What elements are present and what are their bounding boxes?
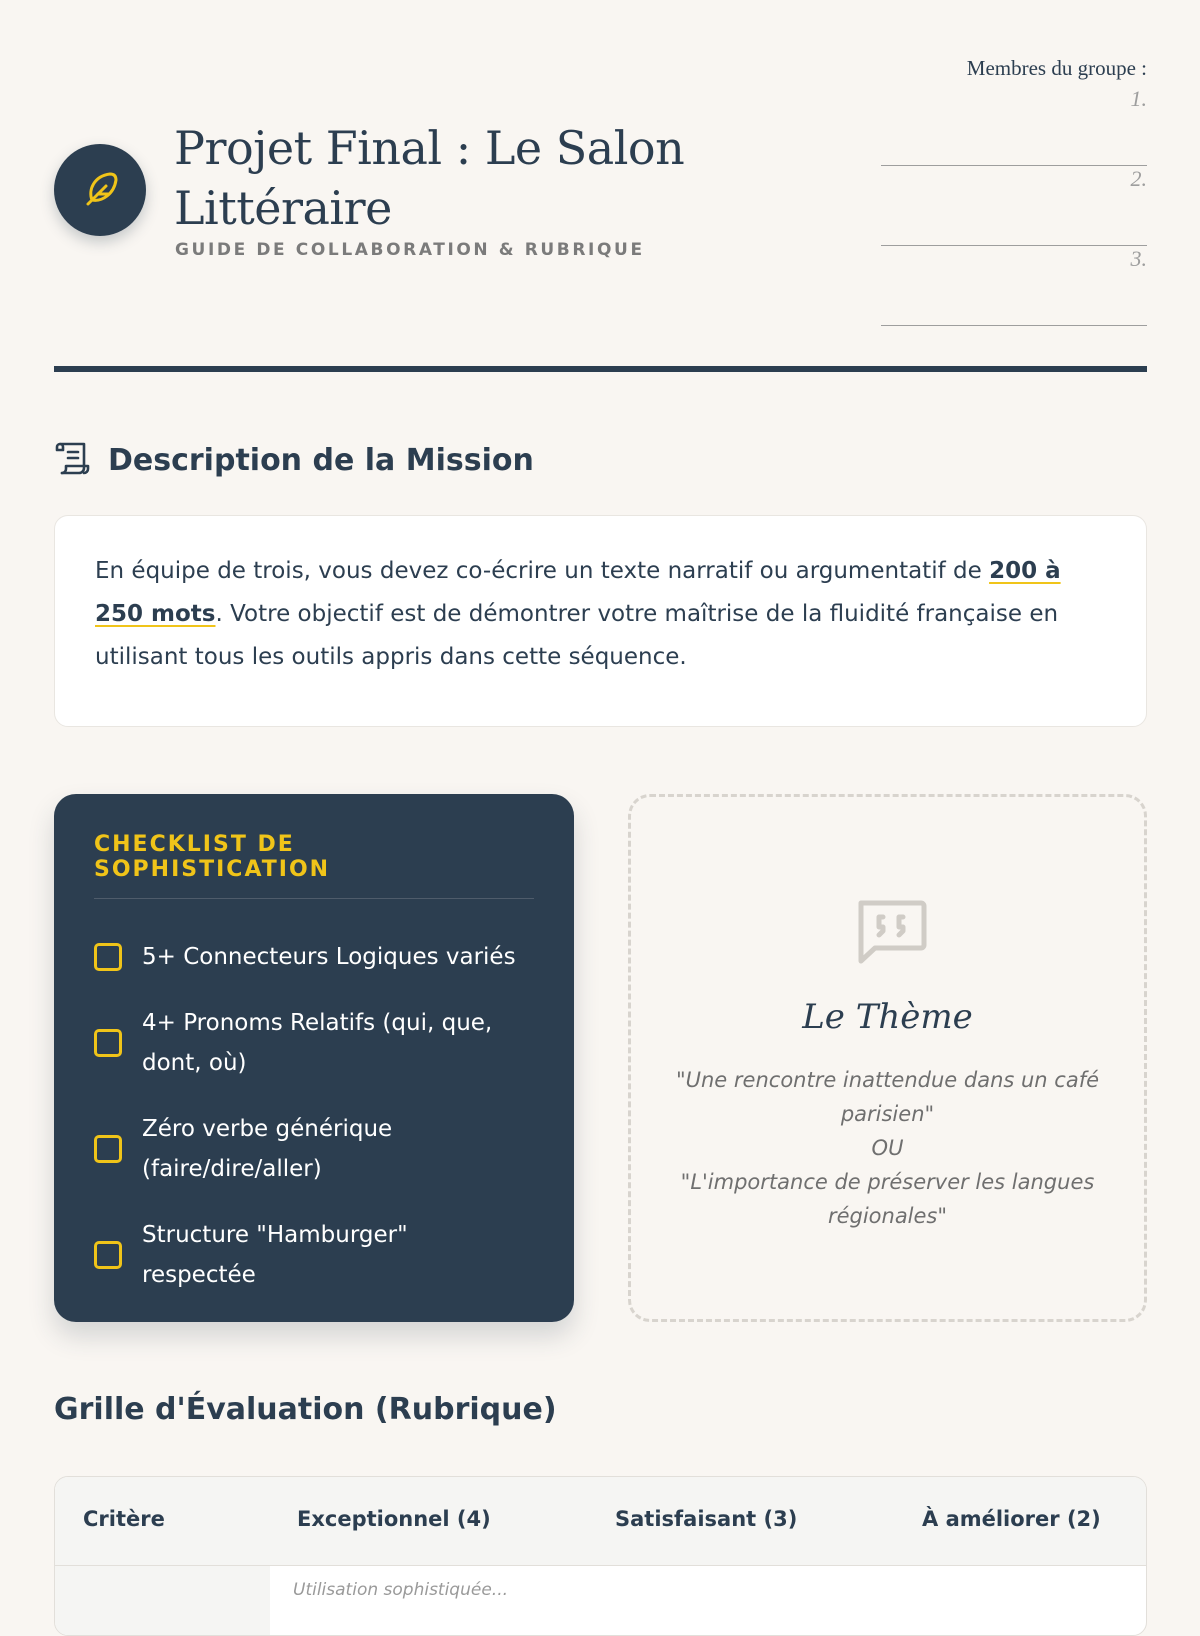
table-cell: Utilisation sophistiquée... [293, 1580, 509, 1600]
checklist-item-label: 5+ Connecteurs Logiques variés [142, 944, 516, 970]
logo-badge [54, 144, 146, 236]
theme-option-1: "Une rencontre inattendue dans un café parisien" [675, 1068, 1100, 1126]
table-row [55, 1566, 1146, 1636]
checklist-item[interactable] [94, 1003, 534, 1083]
checkbox[interactable] [94, 1135, 122, 1163]
member-field-2[interactable]: 2. [881, 166, 1147, 246]
checkbox[interactable] [94, 1241, 122, 1269]
sophistication-checklist [54, 794, 574, 1322]
group-members [881, 56, 1147, 326]
theme-title: Le Thème [802, 997, 973, 1037]
checkbox[interactable] [94, 943, 122, 971]
checklist-item[interactable] [94, 937, 534, 977]
checklist-item[interactable] [94, 1109, 534, 1189]
scroll-icon [54, 440, 92, 480]
page [54, 0, 1147, 1600]
checklist-item-label: Zéro verbe générique (faire/dire/aller) [142, 1116, 393, 1182]
theme-option-2: "L'importance de préserver les langues régionales" [680, 1170, 1095, 1228]
feather-icon [76, 164, 124, 216]
theme-options [671, 1063, 1104, 1233]
rubric-table [54, 1476, 1147, 1636]
checklist-item-label: Structure "Hamburger" respectée [142, 1222, 408, 1288]
column-header: Critère [83, 1507, 165, 1531]
theme-separator: OU [871, 1136, 904, 1160]
checklist-title: CHECKLIST DE SOPHISTICATION [94, 832, 534, 899]
mission-card [54, 515, 1147, 727]
member-field-1[interactable]: 1. [881, 86, 1147, 166]
mission-title: Description de la Mission [108, 442, 534, 478]
column-header: Exceptionnel (4) [297, 1507, 491, 1531]
members-label: Membres du groupe : [966, 56, 1147, 80]
checkbox[interactable] [94, 1029, 122, 1057]
member-field-3[interactable]: 3. [881, 246, 1147, 326]
rubric-heading: Grille d'Évaluation (Rubrique) [54, 1392, 557, 1427]
checklist-item[interactable] [94, 1215, 534, 1295]
criterion-cell [55, 1566, 270, 1636]
mission-heading [54, 440, 534, 480]
column-header: Satisfaisant (3) [615, 1507, 798, 1531]
mission-text-end: . Votre objectif est de démontrer votre maîtrise de la fluidité française en utilisant tous les outils appris dans cette séquence. [95, 601, 1059, 670]
page-subtitle: GUIDE DE COLLABORATION & RUBRIQUE [175, 240, 645, 260]
header-divider [54, 366, 1147, 372]
table-header [55, 1477, 1146, 1566]
page-title: Projet Final : Le Salon Littéraire [174, 121, 685, 235]
header [54, 0, 1147, 380]
theme-card [628, 794, 1147, 1322]
word-count-highlight: 200 à 250 mots [95, 558, 1061, 627]
quote-bubble-icon [853, 897, 929, 973]
checklist-item-label: 4+ Pronoms Relatifs (qui, que, dont, où) [142, 1010, 493, 1076]
column-header: À améliorer (2) [922, 1507, 1101, 1531]
mission-text-start: En équipe de trois, vous devez co-écrire un texte narratif ou argumentatif de [95, 558, 990, 584]
